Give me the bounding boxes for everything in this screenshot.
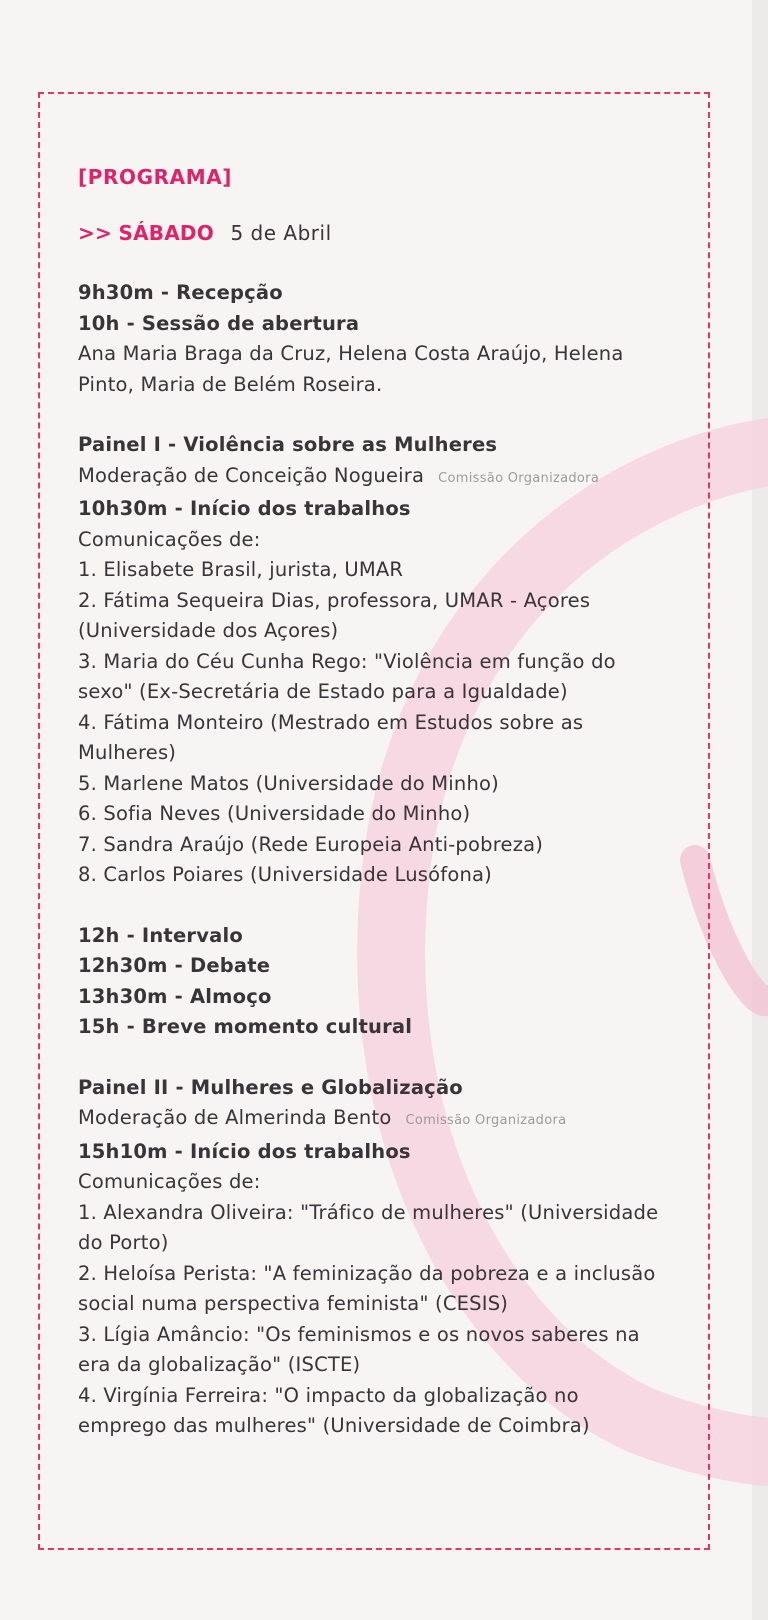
panel-2-moderator: Moderação de Almerinda Bento — [78, 1106, 392, 1129]
panel-1-title: Painel I - Violência sobre as Mulheres — [78, 433, 498, 456]
list-item: 5. Marlene Matos (Universidade do Minho) — [78, 771, 499, 795]
schedule-lunch: 13h30m - Almoço — [78, 984, 272, 1008]
panel-1-comms-label: Comunicações de: — [78, 527, 261, 551]
panel-1-start: 10h30m - Início dos trabalhos — [78, 497, 411, 520]
opening-session: 10h - Sessão de abertura — [78, 311, 360, 335]
list-item: 3. Lígia Amâncio: "Os feminismos e os novos saberes na — [78, 1322, 640, 1346]
list-item: 4. Virgínia Ferreira: "O impacto da globalização no — [78, 1383, 579, 1407]
panel-2-title: Painel II - Mulheres e Globalização — [78, 1075, 463, 1099]
panel-2-moderation — [78, 1103, 698, 1137]
list-item: 8. Carlos Poiares (Universidade Lusófona) — [78, 863, 492, 886]
list-item: 1. Elisabete Brasil, jurista, UMAR — [78, 558, 404, 581]
list-item: 4. Fátima Monteiro (Mestrado em Estudos sobre as — [78, 710, 584, 734]
panel-2-committee-note: Comissão Organizadora — [405, 1113, 567, 1128]
day-prefix: >> — [78, 221, 112, 245]
list-item: 7. Sandra Araújo (Rede Europeia Anti-pobreza) — [78, 832, 544, 856]
list-item: emprego das mulheres" (Universidade de Coimbra) — [78, 1414, 590, 1437]
list-item: Mulheres) — [78, 741, 177, 764]
opening-speakers-line-2: Pinto, Maria de Belém Roseira. — [78, 372, 383, 396]
list-item: era da globalização" (ISCTE) — [78, 1353, 361, 1376]
day-header — [78, 218, 698, 248]
day-date: 5 de Abril — [230, 221, 332, 245]
reception-time: 9h30m - Recepção — [78, 281, 283, 304]
list-item: 3. Maria do Céu Cunha Rego: "Violência em função do — [78, 649, 616, 673]
list-item: 1. Alexandra Oliveira: "Tráfico de mulheres" (Universidade — [78, 1200, 659, 1224]
list-item: (Universidade dos Açores) — [78, 619, 339, 642]
list-item: sexo" (Ex-Secretária de Estado para a Igualdade) — [78, 680, 568, 703]
schedule-break: 12h - Intervalo — [78, 923, 243, 947]
page-edge-strip — [752, 0, 768, 1620]
list-item: 2. Fátima Sequeira Dias, professora, UMAR - Açores — [78, 588, 591, 612]
schedule-debate: 12h30m - Debate — [78, 954, 271, 977]
list-item: social numa perspectiva feminista" (CESIS) — [78, 1292, 509, 1315]
list-item: 2. Heloísa Perista: "A feminização da pobreza e a inclusão — [78, 1261, 656, 1285]
panel-1-moderator: Moderação de Conceição Nogueira — [78, 463, 425, 487]
list-item: do Porto) — [78, 1231, 169, 1254]
panel-2-comms-label: Comunicações de: — [78, 1170, 261, 1193]
schedule-cultural: 15h - Breve momento cultural — [78, 1015, 413, 1038]
panel-2-start: 15h10m - Início dos trabalhos — [78, 1139, 411, 1163]
program-heading: [PROGRAMA] — [78, 165, 233, 189]
opening-speakers-line-1: Ana Maria Braga da Cruz, Helena Costa Araújo, Helena — [78, 342, 624, 365]
panel-1-moderation — [78, 461, 698, 495]
program-content — [78, 162, 698, 1442]
list-item: 6. Sofia Neves (Universidade do Minho) — [78, 802, 471, 825]
day-name: SÁBADO — [118, 221, 214, 245]
panel-1-committee-note: Comissão Organizadora — [438, 470, 600, 486]
